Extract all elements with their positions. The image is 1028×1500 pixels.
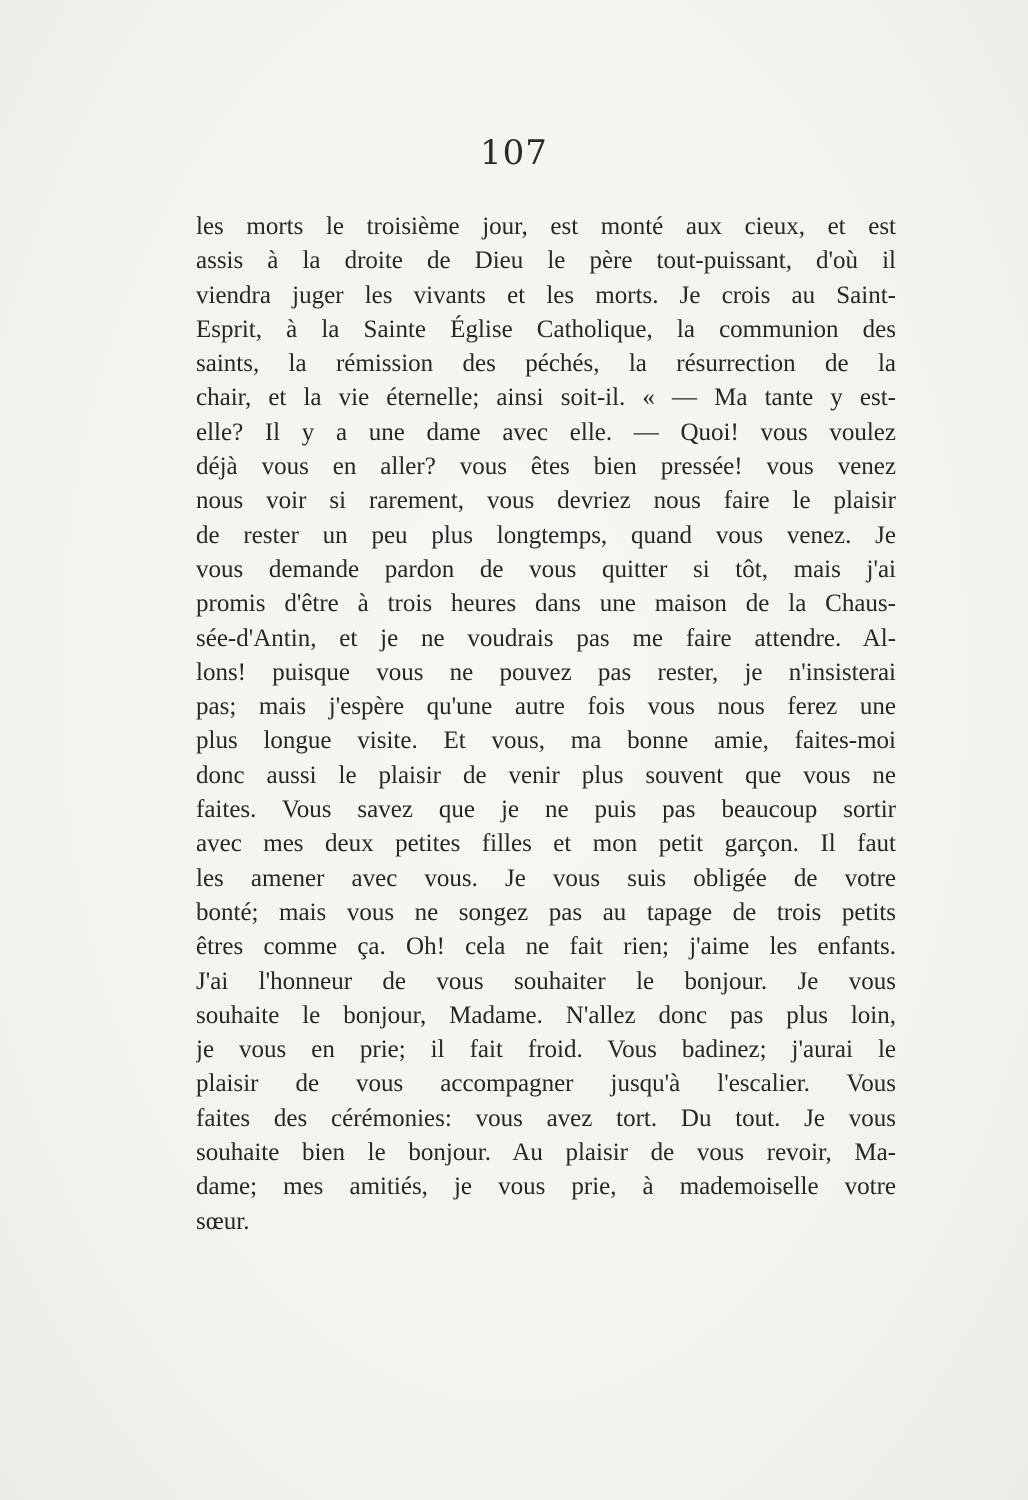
text-line: bonté; mais vous ne songez pas au tapage de trois petits: [196, 898, 896, 926]
text-line: elle? Il y a une dame avec elle. — Quoi! vous voulez: [196, 418, 896, 446]
text-line: Esprit, à la Sainte Église Catholique, la communion des: [196, 315, 896, 343]
text-line: êtres comme ça. Oh! cela ne fait rien; j'aime les enfants.: [196, 933, 896, 961]
text-line: plaisir de vous accompagner jusqu'à l'escalier. Vous: [196, 1070, 896, 1098]
text-line: vous demande pardon de vous quitter si tôt, mais j'ai: [196, 555, 896, 583]
body-text: [196, 210, 896, 1239]
text-line: lons! puisque vous ne pouvez pas rester, je n'insisterai: [196, 658, 896, 686]
text-line: chair, et la vie éternelle; ainsi soit-il. « — Ma tante y est-: [196, 384, 896, 412]
text-line: souhaite bien le bonjour. Au plaisir de vous revoir, Ma-: [196, 1139, 896, 1167]
text-line: saints, la rémission des péchés, la résurrection de la: [196, 350, 896, 378]
text-line: les morts le troisième jour, est monté aux cieux, et est: [196, 213, 896, 240]
text-line: pas; mais j'espère qu'une autre fois vous nous ferez une: [196, 693, 896, 721]
text-line: viendra juger les vivants et les morts. Je crois au Saint-: [196, 281, 896, 309]
text-line: souhaite le bonjour, Madame. N'allez donc pas plus loin,: [196, 1001, 896, 1029]
text-line: promis d'être à trois heures dans une maison de la Chaus-: [196, 590, 896, 618]
text-line: plus longue visite. Et vous, ma bonne amie, faites-moi: [196, 727, 896, 755]
text-line: faites. Vous savez que je ne puis pas beaucoup sortir: [196, 796, 896, 824]
text-line: sée-d'Antin, et je ne voudrais pas me faire attendre. Al-: [196, 624, 896, 652]
text-line: J'ai l'honneur de vous souhaiter le bonjour. Je vous: [196, 967, 896, 995]
text-line: je vous en prie; il fait froid. Vous badinez; j'aurai le: [196, 1036, 896, 1064]
text-line: les amener avec vous. Je vous suis obligée de votre: [196, 864, 896, 892]
text-line: déjà vous en aller? vous êtes bien pressée! vous venez: [196, 453, 896, 481]
text-line: assis à la droite de Dieu le père tout-puissant, d'où il: [196, 247, 896, 275]
text-line: nous voir si rarement, vous devriez nous faire le plaisir: [196, 487, 896, 515]
text-line: avec mes deux petites filles et mon petit garçon. Il faut: [196, 830, 896, 858]
text-line: faites des cérémonies: vous avez tort. Du tout. Je vous: [196, 1104, 896, 1132]
page-number: 107: [480, 133, 548, 173]
text-line: sœur.: [196, 1207, 250, 1235]
text-line: dame; mes amitiés, je vous prie, à mademoiselle votre: [196, 1173, 896, 1201]
text-line: de rester un peu plus longtemps, quand vous venez. Je: [196, 521, 896, 549]
text-line: donc aussi le plaisir de venir plus souvent que vous ne: [196, 761, 896, 789]
